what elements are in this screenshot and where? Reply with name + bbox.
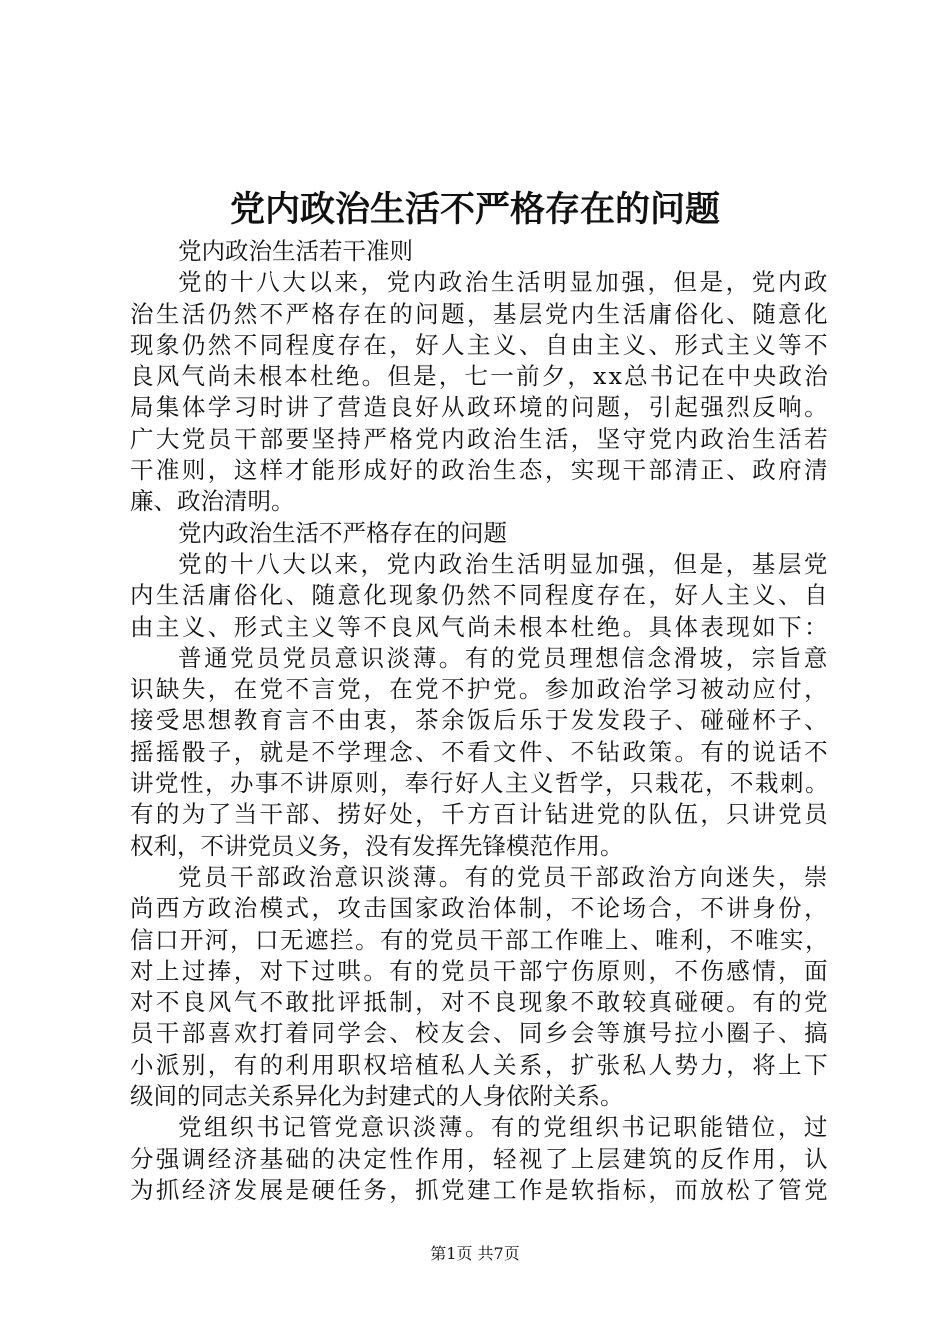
text-line: 干准则，这样才能形成好的政治生态，实现干部清正、政府清 (130, 456, 830, 485)
text-line: 廉、政治清明。 (130, 487, 295, 516)
text-line: 广大党员干部要坚持严格党内政治生活，坚守党内政治生活若 (130, 424, 830, 453)
text-line: 普通党员党员意识淡薄。有的党员理想信念滑坡，宗旨意 (178, 643, 830, 672)
text-line: 分强调经济基础的决定性作用，轻视了上层建筑的反作用，认 (130, 1144, 830, 1173)
text-line: 讲党性，办事不讲原则，奉行好人主义哲学，只栽花，不栽刺。 (130, 769, 830, 798)
text-line: 小派别，有的利用职权培植私人关系，扩张私人势力，将上下 (130, 1050, 830, 1079)
text-line: 尚西方政治模式，攻击国家政治体制，不论场合，不讲身份， (130, 894, 830, 923)
text-line: 党内政治生活不严格存在的问题 (178, 518, 507, 547)
text-line: 识缺失，在党不言党，在党不护党。参加政治学习被动应付， (130, 675, 830, 704)
text-line: 为抓经济发展是硬任务，抓党建工作是软指标，而放松了管党 (130, 1175, 830, 1204)
text-line: 员干部喜欢打着同学会、校友会、同乡会等旗号拉小圈子、搞 (130, 1019, 830, 1048)
text-line: 内生活庸俗化、随意化现象仍然不同程度存在，好人主义、自 (130, 581, 830, 610)
text-line: 良风气尚未根本杜绝。但是，七一前夕，xx总书记在中央政治 (130, 362, 830, 391)
text-line: 治生活仍然不严格存在的问题，基层党内生活庸俗化、随意化 (130, 299, 830, 328)
text-line: 现象仍然不同程度存在，好人主义、自由主义、形式主义等不 (130, 330, 830, 359)
text-line: 级间的同志关系异化为封建式的人身依附关系。 (130, 1082, 624, 1111)
text-line: 党的十八大以来，党内政治生活明显加强，但是，党内政 (178, 268, 830, 297)
text-line: 权利，不讲党员义务，没有发挥先锋模范作用。 (130, 831, 624, 860)
text-line: 党组织书记管党意识淡薄。有的党组织书记职能错位，过 (178, 1113, 830, 1142)
text-line: 局集体学习时讲了营造良好从政环境的问题，引起强烈反响。 (130, 393, 830, 422)
document-body (130, 236, 830, 1206)
text-line: 对上过捧，对下过哄。有的党员干部宁伤原则，不伤感情，面 (130, 956, 830, 985)
text-line: 信口开河，口无遮拦。有的党员干部工作唯上、唯利，不唯实， (130, 925, 830, 954)
text-line: 对不良风气不敢批评抵制，对不良现象不敢较真碰硬。有的党 (130, 988, 830, 1017)
document-title: 党内政治生活不严格存在的问题 (229, 189, 720, 230)
text-line: 有的为了当干部、捞好处，千方百计钻进党的队伍，只讲党员 (130, 800, 830, 829)
text-line: 摇摇骰子，就是不学理念、不看文件、不钻政策。有的说话不 (130, 737, 830, 766)
text-line: 党内政治生活若干准则 (178, 237, 413, 265)
text-line: 接受思想教育言不由衷，茶余饭后乐于发发段子、碰碰杯子、 (130, 706, 830, 735)
page-footer: 第1页 共7页 (430, 1244, 520, 1263)
text-line: 党员干部政治意识淡薄。有的党员干部政治方向迷失，崇 (178, 862, 830, 891)
text-line: 党的十八大以来，党内政治生活明显加强，但是，基层党 (178, 549, 830, 578)
text-line: 由主义、形式主义等不良风气尚未根本杜绝。具体表现如下： (130, 612, 830, 641)
